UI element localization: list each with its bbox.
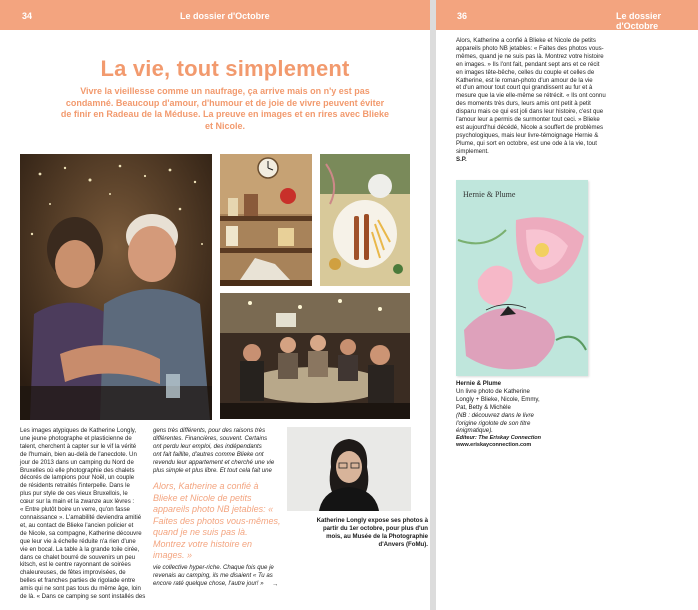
body-line: ont perdu leur emploi, des indépendants	[153, 442, 262, 450]
right-page	[436, 0, 698, 610]
body-line: une jeune photographe et plasticienne de	[20, 434, 132, 442]
body-line: simplement.	[456, 147, 489, 155]
body-line: encore raté quelque chose, l'autre jour! »	[153, 579, 264, 587]
body-line: Plume, qui sort en octobre, est une ode à la vie, tout	[456, 139, 597, 147]
page-header	[0, 0, 430, 30]
body-line: Les images atypiques de Katherine Longly,	[20, 427, 137, 434]
body-line: vie en bocal. La table à la grande toile cirée,	[20, 545, 140, 553]
continue-arrow-icon: →	[272, 581, 279, 588]
body-line: mêmes, quand je ne suis pas là. Montrez votre histoire	[456, 52, 604, 60]
body-line: jour de 2013 dans un camping du Nord de	[20, 458, 134, 466]
signature: S.P.	[456, 155, 467, 163]
body-line: disparu mais ce qui est joli dans leur histoire, c'est que	[456, 108, 604, 116]
photo-food	[320, 154, 410, 286]
body-line: plus pur style de ces vieux Bruxellois, le	[20, 490, 128, 498]
book-caption-line: l'origine rigolote de son titre	[456, 419, 531, 427]
body-line: différentes. Financières, souvent. Certains	[153, 434, 268, 442]
body-line: de résidents retraités l'interpelle. Dans le	[20, 482, 130, 490]
body-line: que leur vie à échelle réduite n'a rien d'une	[20, 537, 136, 545]
book-caption-line: Longly + Blieke, Nicole, Emmy,	[456, 395, 540, 403]
page-header	[436, 0, 698, 30]
body-line: plus simple et plus libre. Et tout cela fait une	[153, 466, 272, 474]
body-line: décorés de lampions pour Noël, un couple	[20, 474, 135, 482]
article-continuation	[456, 37, 626, 164]
body-line: revendu leur appartement et cherché une vie	[153, 458, 275, 466]
body-line: belles et franches parties de rigolade entre	[20, 577, 136, 585]
body-line: Alors, Katherine a confié à Blieke et Nicole de petits	[456, 37, 596, 44]
body-line: gens très différents, pour des raisons très	[153, 427, 266, 434]
book-caption-line: Un livre photo de Katherine	[456, 387, 530, 395]
body-line: et d'un amour tout court qui grandissent au fur et à	[456, 84, 593, 92]
photo-couple	[20, 154, 212, 420]
body-line: « Entre plutôt boire un verre, qu'on fasse	[20, 506, 130, 514]
body-line: est aujourd'hui décédé, Nicole a souffert de problèmes	[456, 123, 604, 131]
body-line: de l'humain, bien au-delà de l'anecdote. Un	[20, 450, 137, 458]
photo-portrait	[287, 427, 411, 511]
book-caption-title: Hernie & Plume	[456, 380, 502, 387]
publisher-url[interactable]: www.eriskayconnection.com	[456, 442, 532, 449]
article-title: La vie, tout simplement	[100, 56, 350, 81]
article-column-1	[20, 427, 148, 601]
body-line: ont fait faillite, d'autres comme Blieke ont	[153, 450, 264, 458]
body-line: mesure que la vie elle-même se rétrécit. « Ils ont connu	[456, 92, 606, 100]
book-caption-line: (NB : découvrez dans le livre	[456, 411, 534, 419]
book-caption-line: Pat, Betty & Michèle	[456, 403, 511, 411]
body-line: psychologiques, mais leur livre-témoignage Hernie &	[456, 131, 599, 139]
body-line: connaissance ». L'amabilité deviendra amitié	[20, 513, 142, 521]
body-line: kitsch, est le centre rayonnant de soirées	[20, 561, 131, 569]
body-line: talent, cherchent à capter sur le vif la vérité	[20, 442, 137, 450]
body-line: cœur sur la main et la zwanze aux lèvres :	[20, 498, 135, 506]
body-line: et, au contact de Blieke l'ancien policier et	[20, 521, 134, 529]
photo-party	[220, 293, 410, 419]
book-cover	[456, 180, 588, 376]
publisher: Editeur: The Eriskay Connection	[456, 435, 541, 442]
body-line: vie collective hyper-riche. Chaque fois que je	[153, 564, 274, 571]
portrait-caption: Katherine Longly expose ses photos à partir du 1er octobre, pour plus d'un mois, au Musée de la Photographie d'Anvers (FoMu).	[316, 517, 428, 548]
body-line: en images tête-bêche, celles du couple et celles de	[456, 68, 595, 76]
page-number: 36	[457, 11, 468, 21]
article-lede: Vivre la vieillesse comme un naufrage, ça arrive mais on n'y est pas condamné. Beaucoup d'amour, d'humour et de joie de vivre peuvent éviter de finir en Radeau de la Méduse. La preuve en images et en rires avec Blieke et Nicole.	[60, 86, 390, 131]
body-line: appareils photo NB jetables: « Faites des photos vous-	[456, 44, 604, 52]
body-line: Katherine, est le roman-photo d'un amour de la vie	[456, 76, 593, 84]
body-line: l'amour leur a permis de surmonter tout ceci. » Blieke	[456, 116, 600, 124]
body-line: revenais au camping, ils me disaient « Tu as	[153, 571, 273, 579]
section-title: Le dossier d'Octobre	[180, 11, 270, 21]
photo-shelf	[220, 154, 312, 286]
article-column-2-top	[153, 427, 281, 474]
page-number: 34	[22, 11, 33, 21]
book-caption	[456, 380, 596, 449]
pull-quote: Alors, Katherine a confié à Blieke et Nicole de petits appareils photo NB jetables: « Faites des photos vous-mêmes, quand je ne suis pas là. Montrez votre histoire en images. »	[153, 481, 281, 560]
body-line: des moments très durs, leurs amis ont petit à petit	[456, 100, 591, 108]
book-caption-line: énigmatique).	[456, 427, 493, 435]
section-title: Le dossier d'Octobre	[616, 11, 662, 31]
body-line: Bruxelles où elle photographie des chalets	[20, 466, 135, 474]
body-line: dans ce chalet bourré de souvenirs un peu	[20, 553, 136, 561]
body-line: chaleureuses, de fêtes improvisées, de	[20, 569, 126, 577]
body-line: amis qui ne sont pas tous du même âge, loin	[20, 585, 141, 593]
body-line: de là. « Dans ce camping se sont installés des	[20, 593, 146, 601]
body-line: en images. » Ils l'ont fait, pendant sept ans et ce récit	[456, 60, 600, 68]
body-line: de Nicole, sa compagne, Katherine découvre	[20, 529, 142, 537]
book-cover-title: Hernie & Plume	[463, 190, 516, 199]
article-column-2-bottom	[153, 564, 281, 588]
